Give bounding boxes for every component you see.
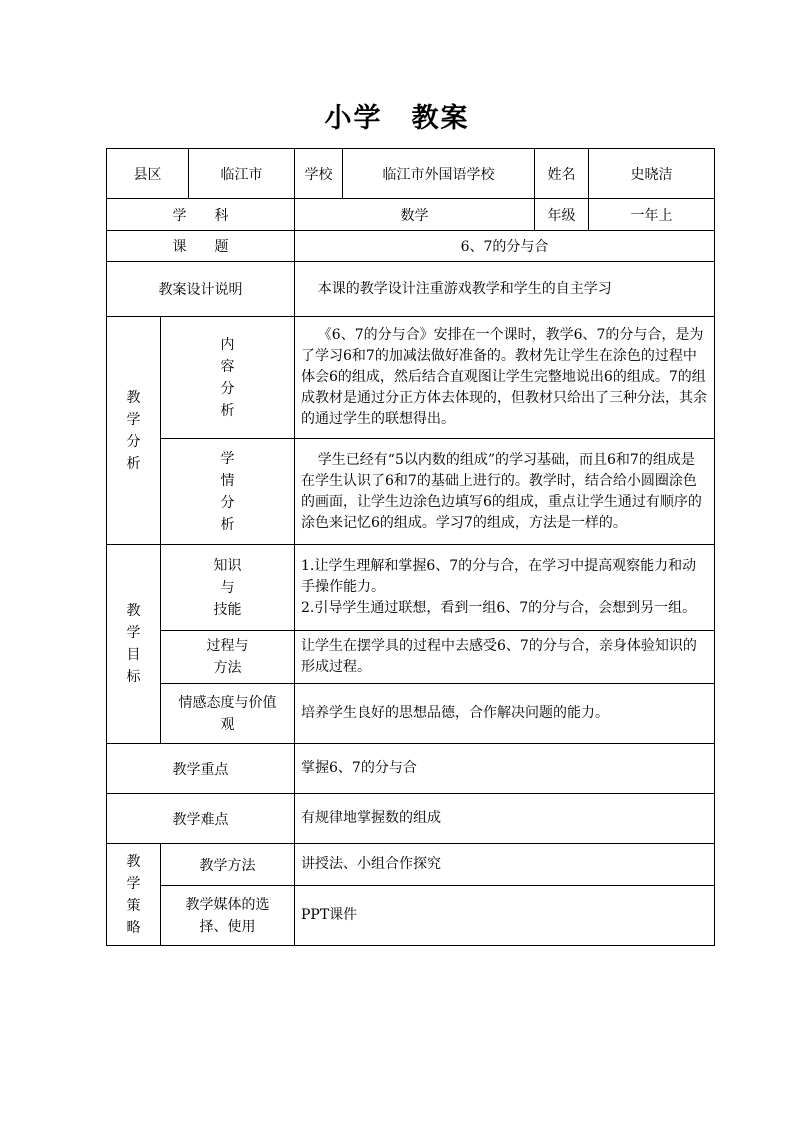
key-point-row — [107, 744, 715, 794]
topic-row — [107, 231, 715, 262]
method-value: 讲授法、小组合作探究 — [295, 844, 715, 886]
school-value: 临江市外国语学校 — [343, 149, 535, 199]
page-title: 小学 教案 — [324, 103, 470, 134]
emotion-row — [107, 684, 715, 744]
media-label: 教学媒体的选 择、使用 — [161, 886, 295, 946]
county-label: 县区 — [107, 149, 189, 199]
content-analysis-text: 《6、7的分与合》安排在一个课时，教学6、7的分与合，是为了学习6和7的加减法做好准备的。教材先让学生在涂色的过程中体会6的组成，然后结合直观图让学生完整地说出6的组成。7的组成教材是通过分正方体去体现的，但教材只给出了三种分法，其余的通过学生的联想得出。 — [295, 317, 715, 439]
media-value: PPT课件 — [295, 886, 715, 946]
knowledge-row — [107, 545, 715, 631]
school-label: 学校 — [295, 149, 343, 199]
content-analysis-label: 内 容 分 析 — [161, 317, 295, 439]
goals-group-label: 教 学 目 标 — [107, 545, 161, 744]
grade-value: 一年上 — [589, 199, 715, 231]
grade-label: 年级 — [535, 199, 589, 231]
name-label: 姓名 — [535, 149, 589, 199]
header-row — [107, 149, 715, 199]
lesson-plan-table — [106, 148, 715, 946]
media-row — [107, 886, 715, 946]
process-row — [107, 631, 715, 684]
learner-analysis-row — [107, 439, 715, 545]
analysis-group-label: 教 学 分 析 — [107, 317, 161, 545]
design-label: 教案设计说明 — [107, 262, 295, 317]
learner-analysis-label: 学 情 分 析 — [161, 439, 295, 545]
county-value: 临江市 — [189, 149, 295, 199]
design-row — [107, 262, 715, 317]
key-point-label: 教学重点 — [107, 744, 295, 794]
difficulty-value: 有规律地掌握数的组成 — [295, 794, 715, 844]
subject-value: 数学 — [295, 199, 535, 231]
method-label: 教学方法 — [161, 844, 295, 886]
difficulty-label: 教学难点 — [107, 794, 295, 844]
emotion-text: 培养学生良好的思想品德，合作解决问题的能力。 — [295, 684, 715, 744]
difficulty-row — [107, 794, 715, 844]
knowledge-label: 知识 与 技能 — [161, 545, 295, 631]
subject-row — [107, 199, 715, 231]
emotion-label: 情感态度与价值 观 — [161, 684, 295, 744]
method-row — [107, 844, 715, 886]
strategy-group-label: 教 学 策 略 — [107, 844, 161, 946]
knowledge-text: 1.让学生理解和掌握6、7的分与合，在学习中提高观察能力和动手操作能力。 2.引导学生通过联想，看到一组6、7的分与合，会想到另一组。 — [295, 545, 715, 631]
design-value: 本课的教学设计注重游戏教学和学生的自主学习 — [295, 262, 715, 317]
name-value: 史晓洁 — [589, 149, 715, 199]
topic-label: 课 题 — [107, 231, 295, 262]
topic-value: 6、7的分与合 — [295, 231, 715, 262]
learner-analysis-text: 学生已经有“5以内数的组成”的学习基础，而且6和7的组成是在学生认识了6和7的基础上进行的。教学时，结合给小圆圈涂色的画面，让学生边涂色边填写6的组成，重点让学生通过有顺序的涂色来记忆6的组成。学习7的组成，方法是一样的。 — [295, 439, 715, 545]
process-text: 让学生在摆学具的过程中去感受6、7的分与合，亲身体验知识的形成过程。 — [295, 631, 715, 684]
process-label: 过程与 方法 — [161, 631, 295, 684]
key-point-value: 掌握6、7的分与合 — [295, 744, 715, 794]
content-analysis-row — [107, 317, 715, 439]
subject-label: 学 科 — [107, 199, 295, 231]
